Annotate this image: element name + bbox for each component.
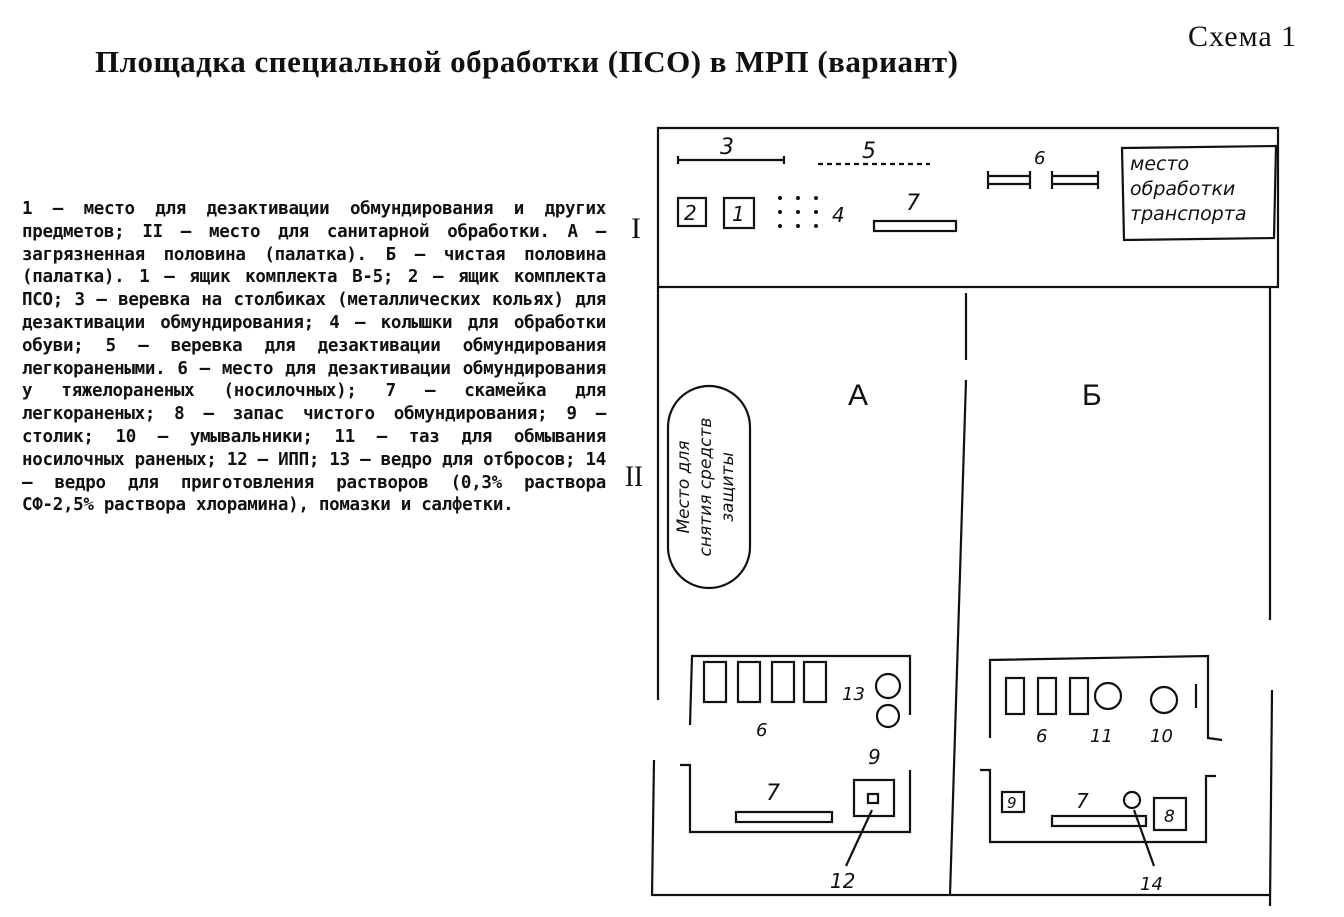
scheme-number: Схема 1: [1188, 20, 1298, 53]
stretcher-c2: [1038, 678, 1056, 714]
bench-7-clean: [1052, 816, 1146, 826]
label-washstand-10: 10: [1150, 726, 1173, 747]
half-label-clean: Б: [1082, 379, 1102, 412]
zone-1-label: I: [631, 212, 641, 245]
bench-7-top: [874, 221, 956, 231]
label-pegs-4: 4: [832, 203, 845, 227]
stretcher-d3: [772, 662, 794, 702]
protective-gear-line-3: защиты: [718, 452, 738, 522]
protective-gear-line-2: снятия средств: [696, 417, 716, 557]
protective-gear-line-1: Место для: [674, 440, 694, 534]
label-stretchers-6-dirty: 6: [756, 720, 768, 741]
bucket-14-leader: [1134, 810, 1154, 866]
bench-7-dirty: [736, 812, 832, 822]
label-stretchers-6-clean: 6: [1036, 726, 1048, 747]
label-ipp-12: 12: [830, 869, 856, 893]
basin-11: [1095, 683, 1121, 709]
label-bucket-14: 14: [1140, 874, 1163, 895]
label-rope-3: 3: [720, 135, 734, 160]
stretcher-c1: [1006, 678, 1024, 714]
label-vehicle-line-3: транспорта: [1130, 203, 1247, 225]
bucket-13a: [876, 674, 900, 698]
table-9: [854, 780, 894, 816]
stretcher-place-6a: [988, 171, 1030, 189]
stretcher-c3: [1070, 678, 1088, 714]
ipp-12-box: [868, 794, 878, 803]
label-box-2: 2: [684, 201, 697, 225]
label-stretcher-6: 6: [1034, 148, 1046, 169]
label-table-9: 9: [868, 745, 881, 769]
washstand-10: [1151, 687, 1177, 713]
label-bucket-13: 13: [842, 684, 865, 705]
zone-2-label: II: [624, 460, 643, 493]
zone-2-frame: [652, 287, 1272, 906]
partition-line: [950, 293, 966, 895]
stretcher-place-6b: [1052, 171, 1098, 189]
pegs-4: [778, 196, 818, 228]
page-title: Площадка специальной обработки (ПСО) в МРП (вариант): [95, 44, 959, 79]
stretcher-d1: [704, 662, 726, 702]
stretcher-d4: [804, 662, 826, 702]
label-vehicle-line-2: обработки: [1130, 178, 1236, 200]
label-bench-7-top: 7: [906, 191, 920, 216]
bucket-13b: [877, 705, 899, 727]
bucket-14: [1124, 792, 1140, 808]
label-item-9: 9: [1007, 794, 1017, 812]
label-bench-7-clean: 7: [1076, 789, 1089, 813]
label-clothing-8: 8: [1164, 807, 1175, 827]
stretcher-d2: [738, 662, 760, 702]
label-rope-5: 5: [862, 139, 876, 164]
label-bench-7-dirty: 7: [766, 781, 780, 806]
label-box-1: 1: [732, 202, 745, 226]
ipp-12-leader: [846, 810, 872, 866]
label-basin-11: 11: [1090, 726, 1113, 747]
legend-text: 1 — место для дезактивации обмундирования и других предметов; II — место для санитарной обработки. А — загрязненная половина (палатка). Б — чистая половина (палатка). 1 — ящик комплекта В-5; 2 — ящик комплекта ПСО; 3 — веревка на столбиках (металлических кольях) для дезактивации обмундирования; 4 — колышки для обработки обуви; 5 — веревка для дезактивации обмундирования легкоранеными. 6 — место для дезактивации обмундирования у тяжелораненых (носилочных); 7 — скамейка для легкораненых; 8 — запас чистого обмундирования; 9 — столик; 10 — умывальники; 11 — таз для обмывания носилочных раненых; 12 — ИПП; 13 — ведро для отбросов; 14 — ведро для приготовления растворов (0,3% раствора СФ-2,5% раствора хлорамина), помазки и салфетки.: [22, 199, 606, 516]
protective-gear-label: [674, 418, 738, 557]
label-vehicle-line-1: место: [1130, 153, 1190, 175]
half-label-dirty: А: [848, 379, 869, 412]
